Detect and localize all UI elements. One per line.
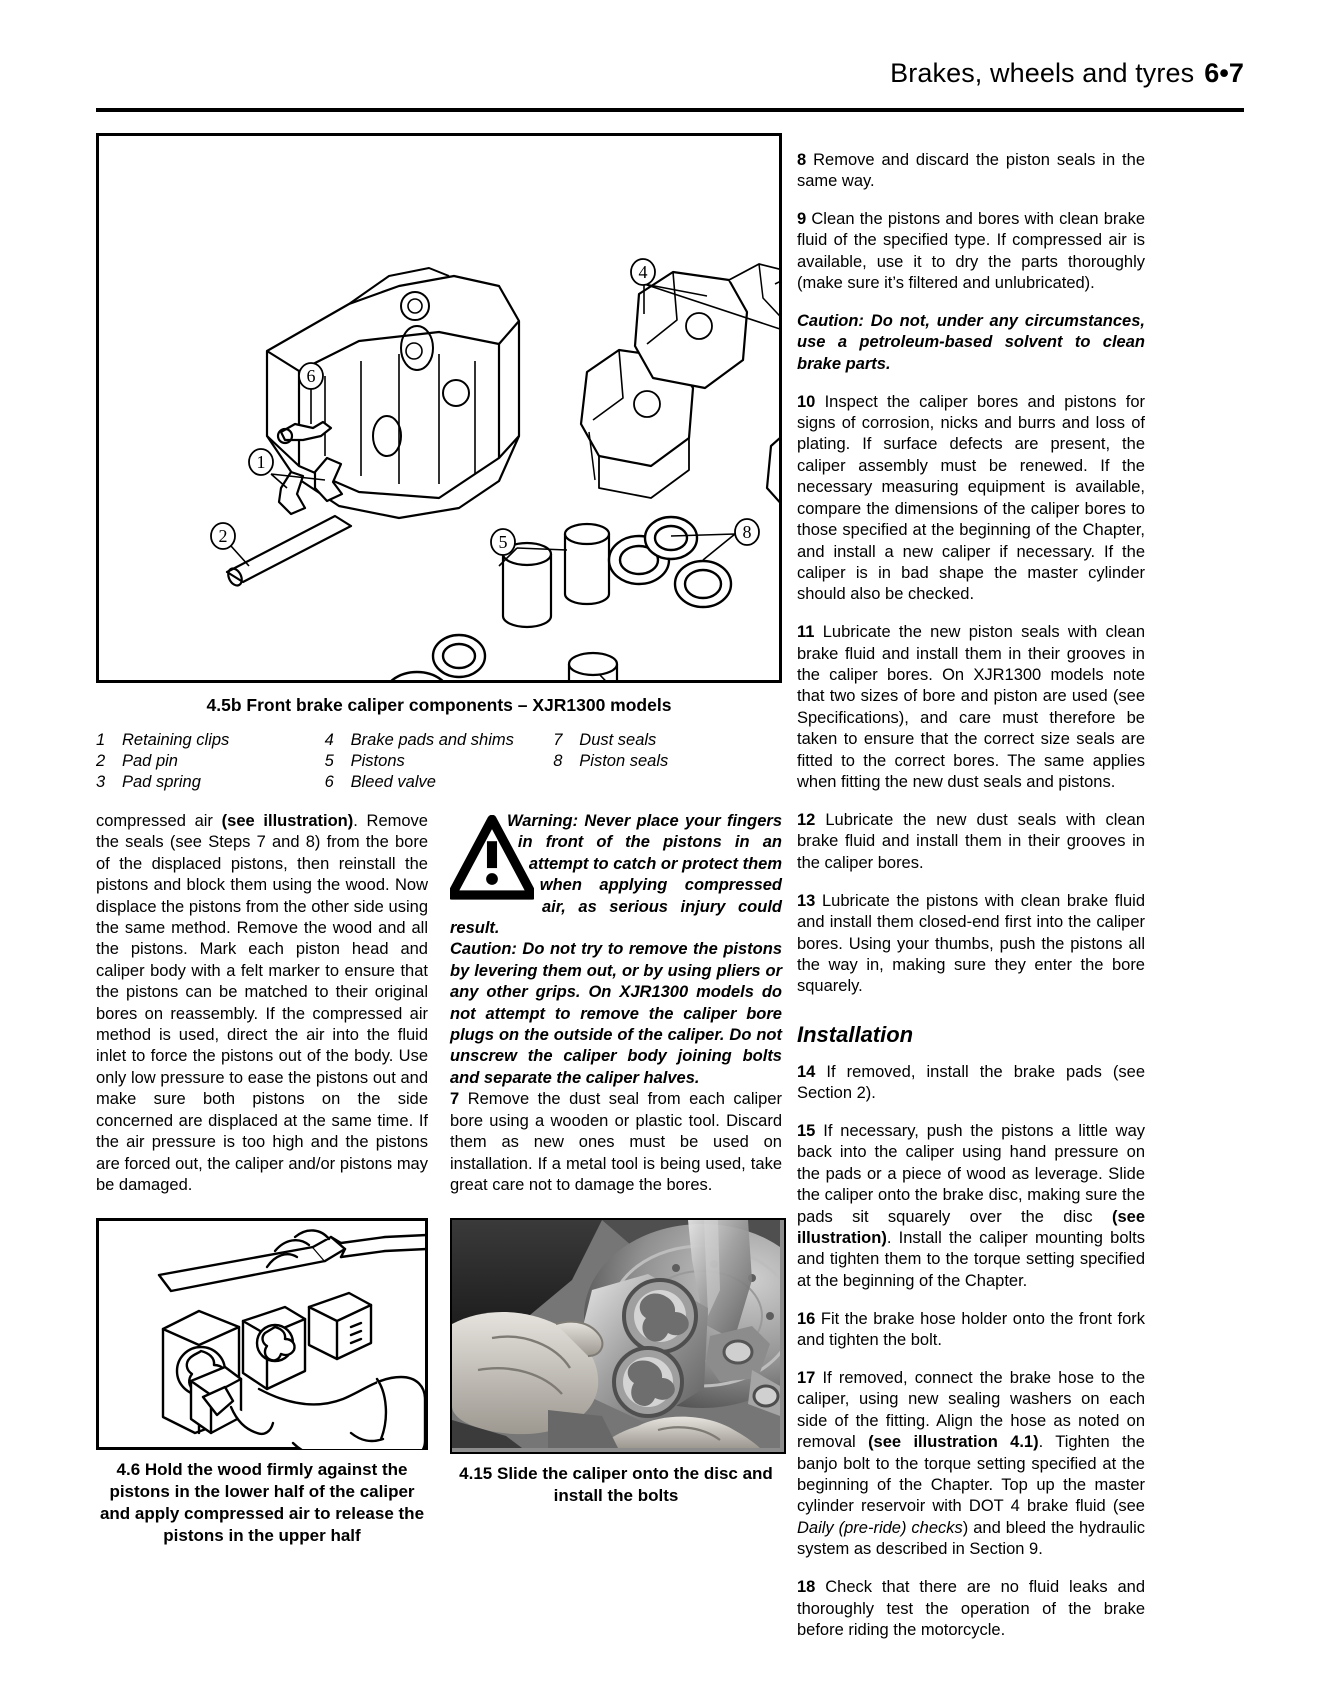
svg-text:2: 2 — [218, 526, 228, 546]
step-number: 9 — [797, 209, 807, 228]
step-text: Inspect the caliper bores and pistons for signs of corrosion, nicks and burrs and loss of plating. If surface defects are present, the caliper assembly must be renewed. If the necessary measuring equipment is available, compare the dimensions of the caliper bores to those specified at the beginning of the Chapter, and install a new caliper if necessary. If the caliper is in bad shape the master cylinder should also be checked. — [797, 392, 1145, 604]
body-column-1 — [96, 811, 428, 1196]
step-text: Check that there are no fluid leaks and thoroughly test the operation of the brake before riding the motorcycle. — [797, 1578, 1145, 1639]
svg-text:5: 5 — [498, 532, 508, 552]
warning-block — [450, 811, 782, 939]
key-label: Piston seals — [579, 752, 669, 770]
caution-body: Do not, under any circumstances, use a petroleum-based solvent to clean brake parts. — [797, 311, 1145, 373]
key-item — [325, 772, 554, 793]
page-title: Brakes, wheels and tyres — [890, 58, 1195, 88]
wood-against-pistons-drawing — [99, 1221, 427, 1449]
body-column-2 — [450, 811, 782, 1196]
step-number: 8 — [797, 150, 807, 169]
step-text: Lubricate the new dust seals with clean brake fluid and install them in their grooves in the caliper bores. — [797, 810, 1145, 872]
step-number: 14 — [797, 1062, 816, 1081]
key-number: 5 — [324, 752, 334, 770]
step-text-pre: If removed, connect the brake hose to the caliper, using new sealing washers on each side of the fitting. Align the hose as noted on removal — [797, 1369, 1145, 1452]
key-item — [96, 730, 325, 751]
bottom-figures — [96, 1218, 782, 1547]
step-number: 16 — [797, 1309, 816, 1328]
key-item — [325, 730, 554, 751]
step-15 — [797, 1121, 1145, 1292]
step-11 — [797, 622, 1145, 793]
svg-text:1: 1 — [256, 452, 266, 472]
slide-caliper-photo — [452, 1220, 780, 1448]
figure-4-15-caption: 4.15 Slide the caliper onto the disc and install the bolts — [459, 1464, 773, 1506]
caution-text-right — [797, 311, 1145, 375]
step-16 — [797, 1309, 1145, 1352]
key-item — [325, 751, 554, 772]
step-number: 7 — [450, 1090, 460, 1109]
see-illustration-ref: (see illustration) — [797, 1207, 1145, 1247]
step-text-post: ) and bleed the hydraulic system as described in Section 9. — [797, 1518, 1145, 1559]
key-label: Pad spring — [122, 773, 201, 791]
svg-text:4: 4 — [638, 262, 648, 282]
figure-4-5b-caption: 4.5b Front brake caliper components – XJR1300 models — [206, 695, 672, 715]
step-text: Fit the brake hose holder onto the front fork and tighten the bolt. — [797, 1309, 1145, 1350]
step-7 — [450, 1089, 782, 1196]
step-text: If removed, install the brake pads (see Section 2). — [797, 1062, 1145, 1103]
daily-checks-ref: Daily (pre-ride) checks — [797, 1518, 963, 1537]
right-column — [797, 133, 1145, 1658]
step-number: 18 — [797, 1578, 816, 1597]
step-10 — [797, 392, 1145, 606]
paragraph-continued — [96, 811, 428, 1196]
key-number: 3 — [96, 773, 106, 791]
svg-text:6: 6 — [306, 366, 316, 386]
caliper-exploded-diagram — [99, 136, 779, 680]
key-item — [96, 751, 325, 772]
key-item — [553, 730, 782, 751]
key-label: Bleed valve — [350, 773, 436, 791]
para-rest: . Remove the seals (see Steps 7 and 8) from the bore of the displaced pistons, then reinstall the pistons and block them using the wood. Now displace the pistons from the other side using the same method. Remove the wood and all the pistons. Mark each piston head and caliper body with a felt marker to ensure that the pistons can be matched to their original bores on reassembly. If the compressed air method is used, direct the air into the fluid inlet to force the pistons out of the body. Use only low pressure to ease the pistons out and make sure both pistons on the side concerned are displaced at the same time. If the air pressure is too high and the pistons are forced out, the caliper and/or pistons may be damaged. — [96, 812, 428, 1194]
caution-label: Caution: — [450, 940, 517, 959]
page-header — [96, 58, 1244, 89]
left-zone — [96, 133, 782, 1547]
key-column-2 — [325, 730, 554, 793]
step-text-pre: If necessary, push the pistons a little way back into the caliper using hand pressure on the pads or a piece of wood as leverage. Slide the caliper onto the brake disc, making sure the pads sit squarely over the disc — [797, 1121, 1145, 1226]
step-number: 13 — [797, 891, 816, 910]
caution-label: Caution: — [797, 311, 864, 330]
step-text: Lubricate the pistons with clean brake fluid and install them closed-end first into the caliper bores. Using your thumbs, push the pistons all the way in, making sure they enter the bore squarely. — [797, 891, 1145, 996]
step-text: Lubricate the new piston seals with clean brake fluid and install them in their grooves in the caliper bores. On XJR1300 models note that two sizes of bore and piston are used (see Specifications), and care must therefore be taken to ensure that the correct size seals are fitted to the correct bores. The same applies when fitting the new dust seals and pistons. — [797, 623, 1145, 792]
figure-4-6-line-drawing — [96, 1218, 428, 1450]
body-text-columns — [96, 811, 782, 1196]
figure-4-5b-key-list — [96, 730, 782, 793]
key-number: 8 — [553, 752, 563, 770]
key-number: 2 — [96, 752, 106, 770]
figure-4-15-wrapper — [450, 1218, 782, 1547]
key-column-1 — [96, 730, 325, 793]
key-number: 7 — [553, 731, 563, 749]
figure-4-6-wrapper — [96, 1218, 428, 1547]
step-12 — [797, 810, 1145, 874]
key-number: 4 — [324, 731, 334, 749]
step-text-post: . Install the caliper mounting bolts and tighten them to the torque setting specified at the beginning of the Chapter. — [797, 1228, 1145, 1290]
key-column-3 — [553, 730, 782, 793]
key-number: 6 — [324, 773, 334, 791]
warning-body: Never place your fingers in front of the pistons in an attempt to catch or protect them when applying compressed air, as serious injury could result. — [450, 812, 782, 938]
step-number: 15 — [797, 1121, 816, 1140]
see-illustration-ref: (see illustration) — [221, 812, 354, 830]
step-14 — [797, 1062, 1145, 1105]
see-illustration-ref: (see illustration 4.1) — [868, 1433, 1039, 1452]
figure-4-6-caption: 4.6 Hold the wood firmly against the pistons in the lower half of the caliper and apply compressed air to release the pistons in the upper half — [99, 1460, 425, 1546]
header-rule — [96, 108, 1244, 112]
key-label: Dust seals — [579, 731, 657, 749]
step-9 — [797, 209, 1145, 295]
step-number: 11 — [797, 623, 815, 642]
step-text: Clean the pistons and bores with clean brake fluid of the specified type. If compressed air is available, use it to dry the parts thoroughly (make sure it’s filtered and unlubricated). — [797, 209, 1145, 293]
key-item — [96, 772, 325, 793]
step-number: 12 — [797, 810, 816, 829]
step-18 — [797, 1577, 1145, 1641]
page-number: 6•7 — [1204, 58, 1244, 88]
step-17 — [797, 1368, 1145, 1561]
step-8 — [797, 150, 1145, 193]
warning-label: Warning: — [506, 812, 579, 830]
figure-4-15-photo — [450, 1218, 786, 1454]
key-label: Pistons — [350, 752, 405, 770]
figure-4-5b-exploded-view — [96, 133, 782, 683]
key-label: Pad pin — [122, 752, 178, 770]
key-label: Retaining clips — [122, 731, 230, 749]
key-label: Brake pads and shims — [350, 731, 514, 749]
step-number: 10 — [797, 392, 816, 411]
step-text-mid: . Tighten the banjo bolt to the torque setting specified at the beginning of the Chapter. Top up the master cylinder reservoir with DOT 4 brake fluid (see — [797, 1433, 1145, 1516]
step-text: Remove and discard the piston seals in the same way. — [797, 150, 1145, 190]
key-number: 1 — [96, 731, 106, 749]
step-number: 17 — [797, 1369, 816, 1387]
step-text: Remove the dust seal from each caliper bore using a wooden or plastic tool. Discard them as new ones must be used on installation. If a metal tool is being used, take great care not to damage the bores. — [450, 1090, 782, 1194]
caution-text-middle — [450, 939, 782, 1089]
step-13 — [797, 891, 1145, 998]
key-item — [553, 751, 782, 772]
caution-body: Do not try to remove the pistons by levering them out, or by using pliers or any other grips. On XJR1300 models do not attempt to remove the caliper bore plugs on the outside of the caliper. Do not unscrew the caliper body joining bolts and separate the caliper halves. — [450, 940, 782, 1087]
svg-text:8: 8 — [742, 522, 752, 542]
section-heading-installation: Installation — [797, 1021, 914, 1047]
para-lead: compressed air — [96, 812, 222, 830]
